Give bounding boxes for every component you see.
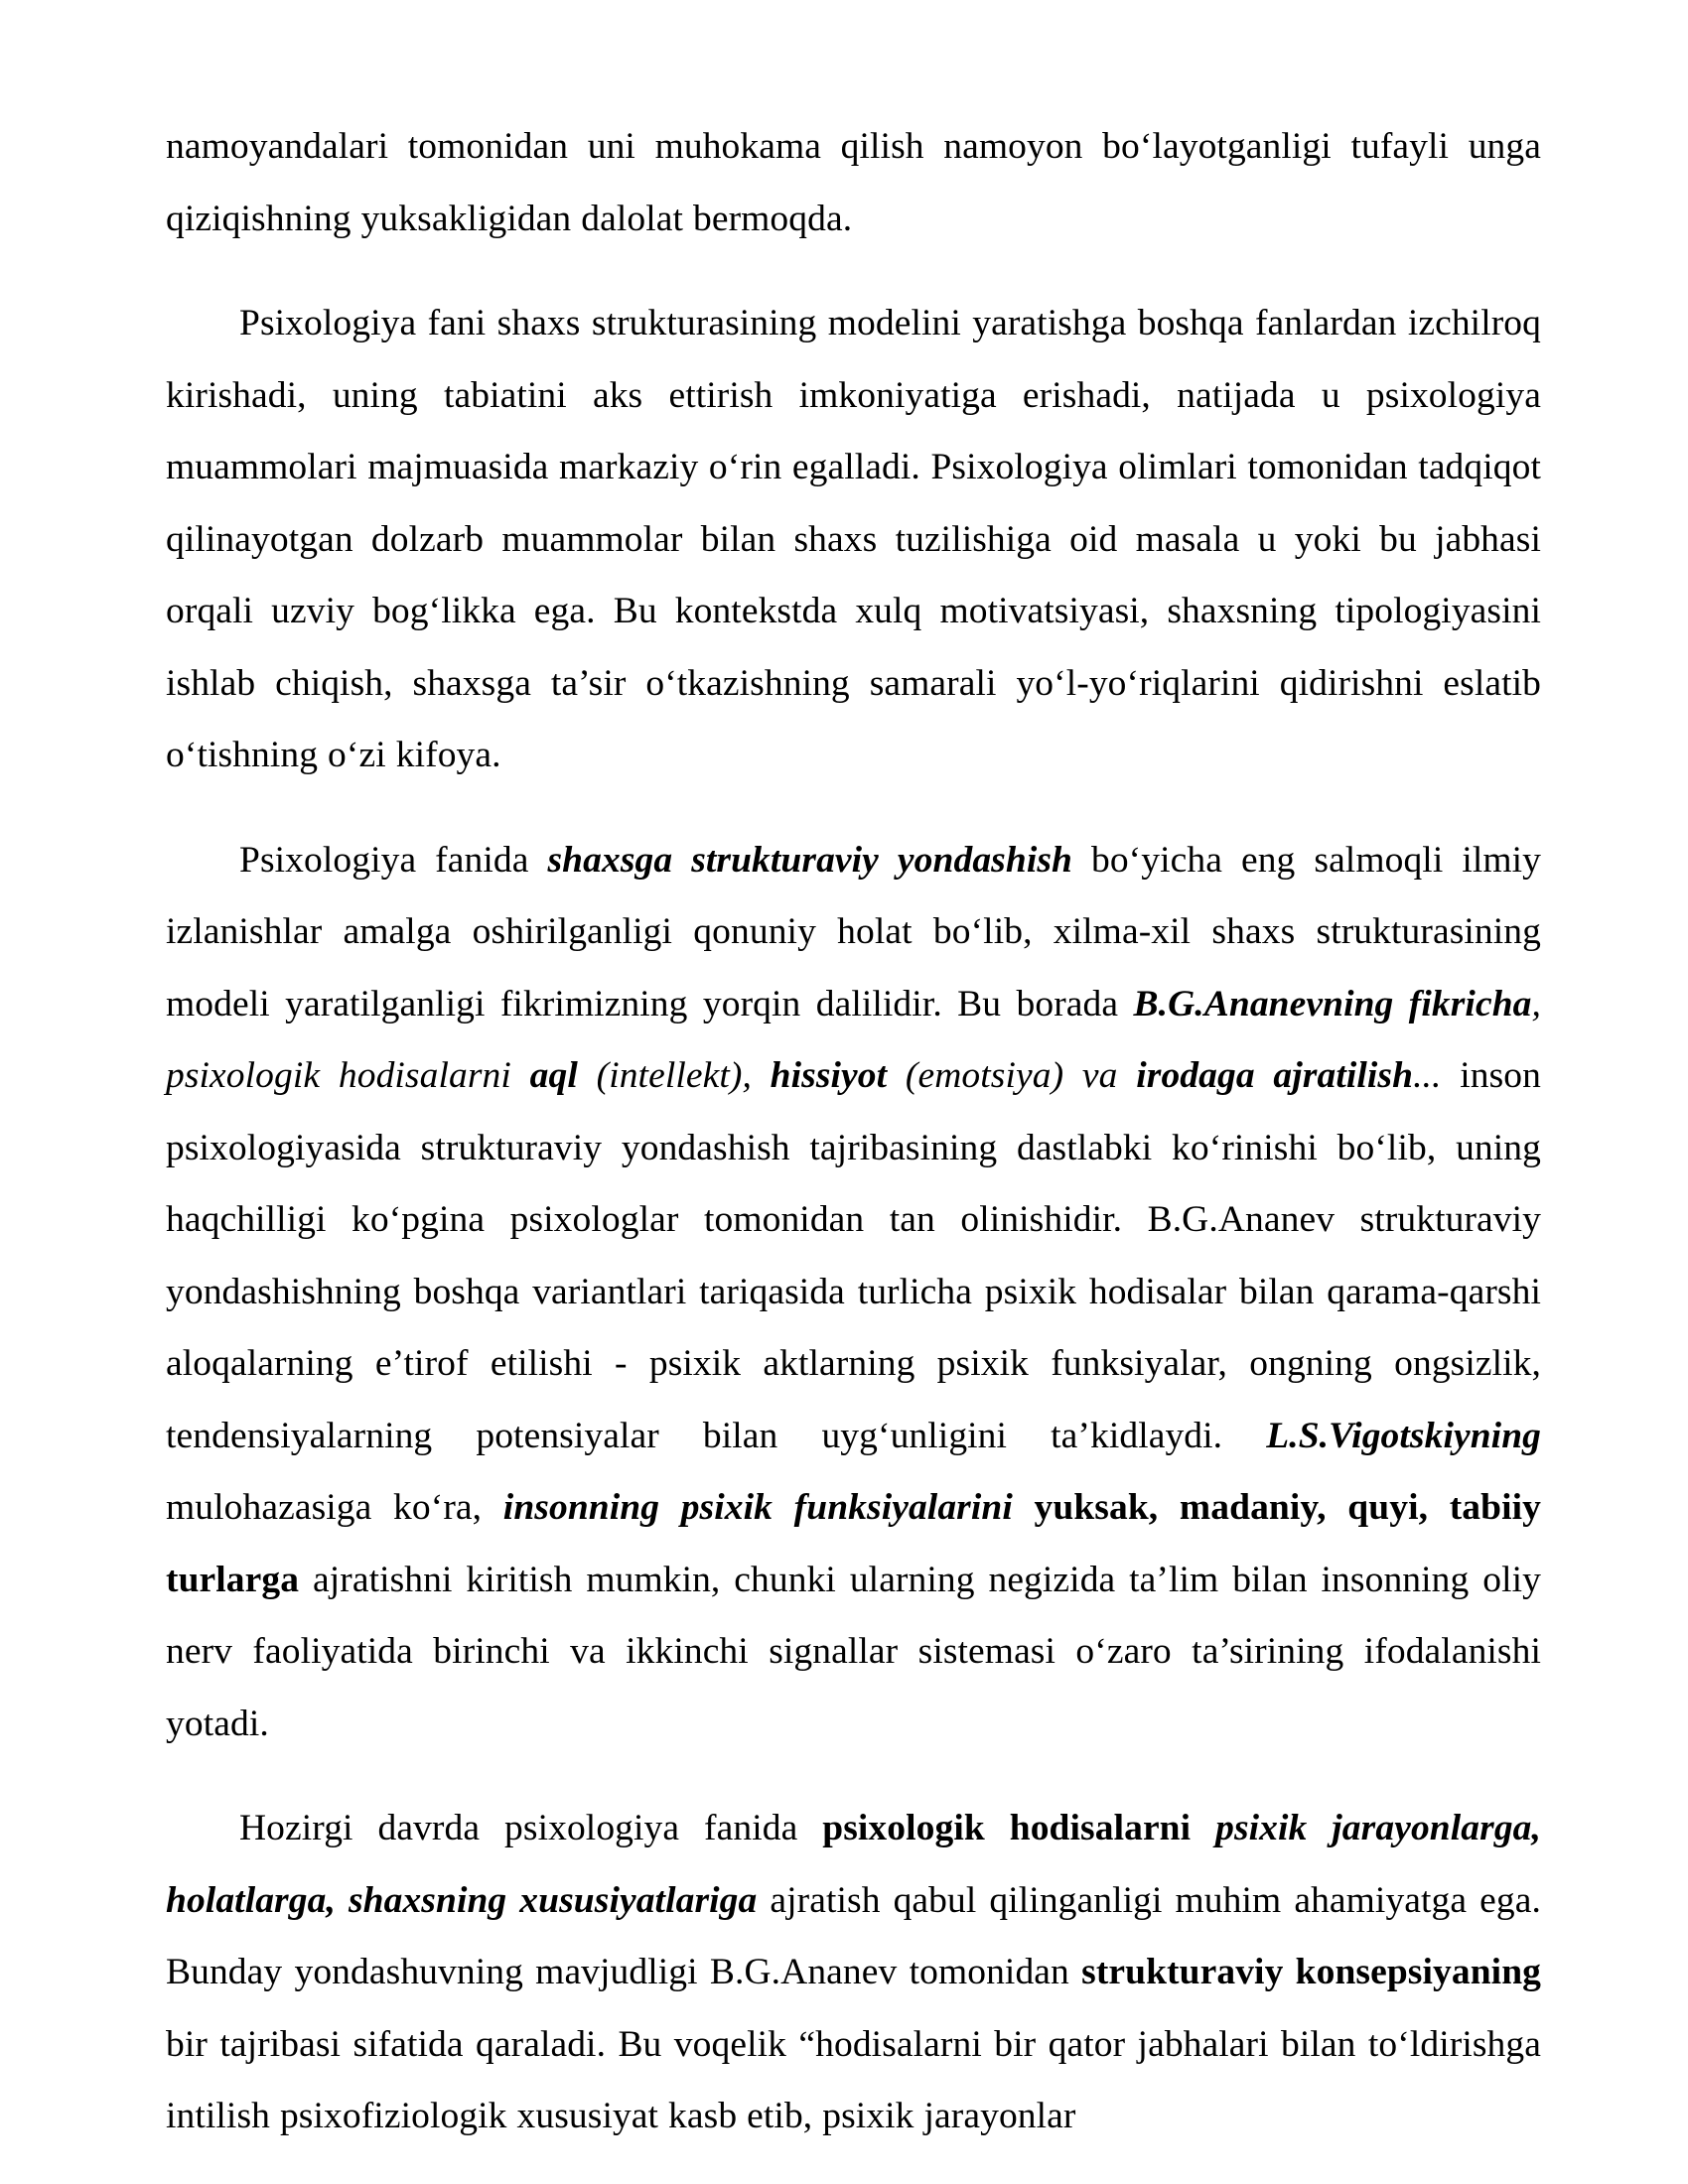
paragraph-1: namoyandalari tomonidan uni muhokama qilish namoyon bo‘layotganligi tufayli unga qiziqishning yuksakligidan dalolat bermoqda. <box>166 126 1541 239</box>
emphasis-run: B.G.Ananevning fikricha <box>1133 983 1532 1024</box>
emphasis-run: (emotsiya) va <box>887 1055 1137 1096</box>
paragraph-spacer <box>166 792 1541 825</box>
paragraph-spacer <box>166 255 1541 288</box>
emphasis-run: , psixologik hodisalarni <box>166 983 1541 1096</box>
paragraph-2: Psixologiya fani shaxs strukturasining modelini yaratishga boshqa fanlardan izchilroq kirishadi, uning tabiatini aks ettirish imkoniyatiga erishadi, natijada u psixologiya muammolari majmuasida markaziy o‘rin egalladi. Psixologiya olimlari tomonidan tadqiqot qilinayotgan dolzarb muammolar bilan shaxs tuzilishiga oid masala u yoki bu jabhasi orqali uzviy bog‘likka ega. Bu kontekstda xulq motivatsiyasi, shaxsning tipologiyasini ishlab chiqish, shaxsga ta’sir o‘tkazishning samarali yo‘l-yo‘riqlarini qidirishni eslatib o‘tishning o‘zi kifoya. <box>166 303 1541 775</box>
emphasis-run: psixik jarayonlarga, holatlarga, shaxsning xususiyatlariga <box>166 1808 1541 1921</box>
document-body <box>166 111 1541 2153</box>
emphasis-run: ... <box>1413 1055 1442 1096</box>
emphasis-run: (intellekt), <box>577 1055 771 1096</box>
emphasis-run: hissiyot <box>770 1055 888 1096</box>
emphasis-run: insonning psixik funksiyalarini <box>502 1487 1013 1528</box>
paragraph-3: Psixologiya fanida shaxsga strukturaviy yondashish bo‘yicha eng salmoqli ilmiy izlanishlar amalga oshirilganligi qonuniy holat bo‘lib, xilma-xil shaxs strukturasining modeli yaratilganligi fikrimizning yorqin dalilidir. Bu borada B.G.Ananevning fikricha, psixologik hodisalarni aql (intellekt), hissiyot (emotsiya) va irodaga ajratilish... inson psixologiyasida strukturaviy yondashish tajribasining dastlabki ko‘rinishi bo‘lib, uning haqchilligi ko‘pgina psixologlar tomonidan tan olinishidir. B.G.Ananev strukturaviy yondashishning boshqa variantlari tariqasida turlicha psixik hodisalar bilan qarama-qarshi aloqalarning e’tirof etilishi - psixik aktlarning psixik funksiyalar, ongning ongsizlik, tendensiyalarning potensiyalar bilan uyg‘unligini ta’kidlaydi. L.S.Vigotskiyning mulohazasiga ko‘ra, insonning psixik funksiyalarini yuksak, madaniy, quyi, tabiiy turlarga ajratishni kiritish mumkin, chunki ularning negizida ta’lim bilan insonning oliy nerv faoliyatida birinchi va ikkinchi signallar sistemasi o‘zaro ta’sirining ifodalanishi yotadi. <box>166 839 1542 1744</box>
emphasis-run: psixologik hodisalarni <box>822 1808 1192 1848</box>
emphasis-run: strukturaviy konsepsiyaning <box>1081 1952 1541 1992</box>
paragraph-4: Hozirgi davrda psixologiya fanida psixologik hodisalarni psixik jarayonlarga, holatlarga, shaxsning xususiyatlariga ajratish qabul qilinganligi muhim ahamiyatga ega. Bunday yondashuvning mavjudligi B.G.Ananev tomonidan strukturaviy konsepsiyaning bir tajribasi sifatida qaraladi. Bu voqelik “hodisalarni bir qator jabhalari bilan to‘ldirishga intilish psixofiziologik xususiyat kasb etib, psixik jarayonlar <box>166 1808 1541 2136</box>
emphasis-run: yuksak, madaniy, quyi, tabiiy turlarga <box>166 1487 1542 1600</box>
emphasis-run: irodaga ajratilish <box>1136 1055 1414 1096</box>
emphasis-run: shaxsga strukturaviy yondashish <box>547 839 1072 881</box>
paragraph-spacer <box>166 1760 1541 1793</box>
emphasis-run: L.S.Vigotskiyning <box>1266 1415 1541 1456</box>
emphasis-run: aql <box>529 1055 578 1096</box>
